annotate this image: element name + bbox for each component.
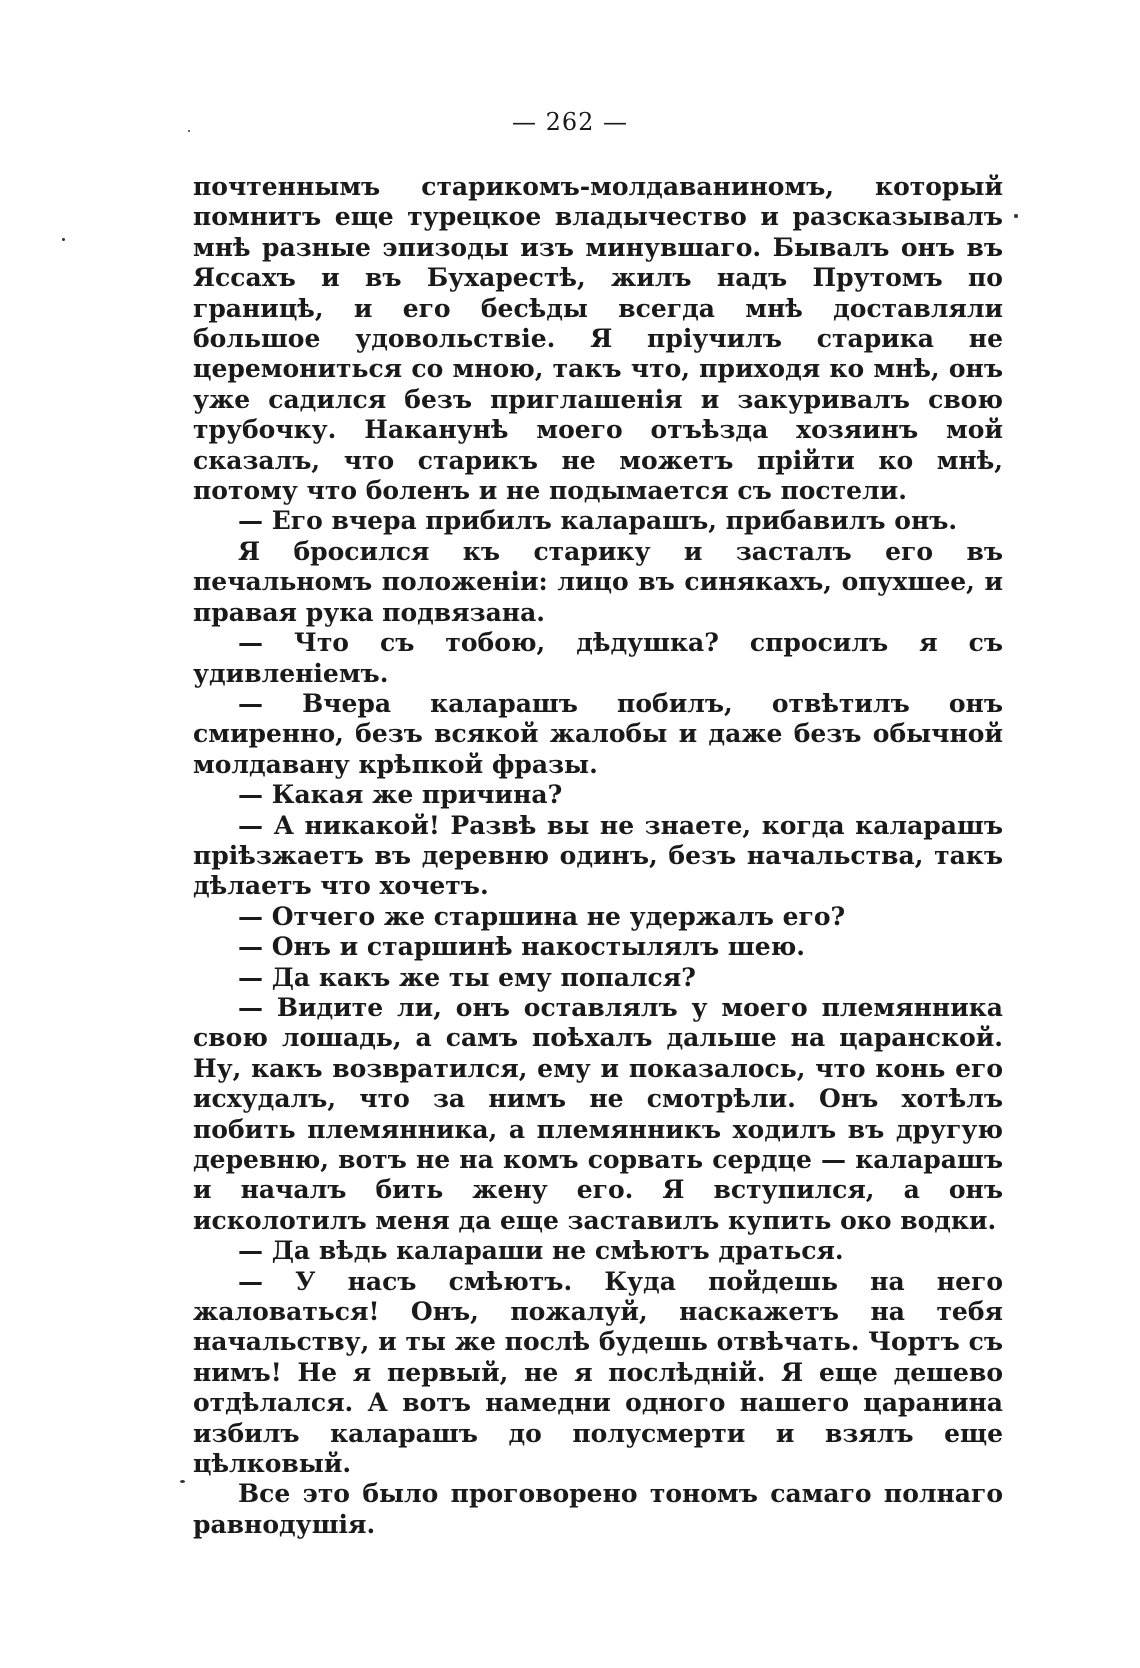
scan-speck xyxy=(180,1480,185,1483)
paragraph: — Его вчера прибилъ каларашъ, прибавилъ онъ. xyxy=(238,506,958,536)
paragraph: — А никакой! Развѣ вы не знаете, когда каларашъ пріѣзжаетъ въ деревню одинъ, безъ начальства, такъ дѣлаетъ что хочетъ. xyxy=(193,810,1003,901)
paragraph: — Отчего же старшина не удержалъ его? xyxy=(238,901,846,931)
paragraph: — Видите ли, онъ оставлялъ у моего племянника свою лошадь, а самъ поѣхалъ дальше на царанской. Ну, какъ возвратился, ему и показалось, что конь его исхудалъ, что за нимъ не смотрѣли. Онъ хотѣлъ побить племянника, а племянникъ ходилъ въ другую деревню, вотъ не на комъ сорвать сердце — каларашъ и началъ бить жену его. Я вступился, а онъ исколотилъ меня да еще заставилъ купить око водки. xyxy=(193,992,1003,1235)
paragraph: Все это было проговорено тономъ самаго полнаго равнодушія. xyxy=(193,1479,1003,1539)
paragraph: — Онъ и старшинѣ накостылялъ шею. xyxy=(238,932,806,962)
paragraph: — Да какъ же ты ему попался? xyxy=(238,962,696,992)
paragraph: — Да вѣдь калараши не смѣютъ драться. xyxy=(238,1236,844,1266)
paragraph: — Вчера каларашъ побилъ, отвѣтилъ онъ смиренно, безъ всякой жалобы и даже безъ обычной молдавану крѣпкой фразы. xyxy=(193,688,1003,779)
scan-speck xyxy=(188,130,190,132)
scan-speck xyxy=(1014,214,1018,218)
paragraph: — Что съ тобою, дѣдушка? спросилъ я съ удивленіемъ. xyxy=(193,628,1003,688)
page-number: — 262 — xyxy=(511,108,629,136)
paragraph: почтеннымъ старикомъ-молдаваниномъ, который помнитъ еще турецкое владычество и разсказывалъ мнѣ разные эпизоды изъ минувшаго. Бывалъ онъ въ Яссахъ и въ Бухарестѣ, жилъ надъ Прутомъ по границѣ, и его бесѣды всегда мнѣ доставляли большое удовольствіе. Я пріучилъ старика не церемониться со мною, такъ что, приходя ко мнѣ, онъ уже садился безъ приглашенія и закуривалъ свою трубочку. Наканунѣ моего отъѣзда хозяинъ мой сказалъ, что старикъ не можетъ прійти ко мнѣ, потому что боленъ и не подымается съ постели. xyxy=(193,172,1003,506)
body-text xyxy=(193,172,1003,1540)
paragraph: — У насъ смѣютъ. Куда пойдешь на него жаловаться! Онъ, пожалуй, наскажетъ на тебя начальству, и ты же послѣ будешь отвѣчать. Чортъ съ нимъ! Не я первый, не я послѣдній. Я еще дешево отдѣлался. А вотъ намедни одного нашего царанина избилъ каларашъ до полусмерти и взялъ еще цѣлковый. xyxy=(193,1266,1003,1479)
scan-speck xyxy=(62,238,65,241)
paragraph: Я бросился къ старику и засталъ его въ печальномъ положеніи: лицо въ синякахъ, опухшее, и правая рука подвязана. xyxy=(193,536,1003,627)
paragraph: — Какая же причина? xyxy=(238,780,563,810)
